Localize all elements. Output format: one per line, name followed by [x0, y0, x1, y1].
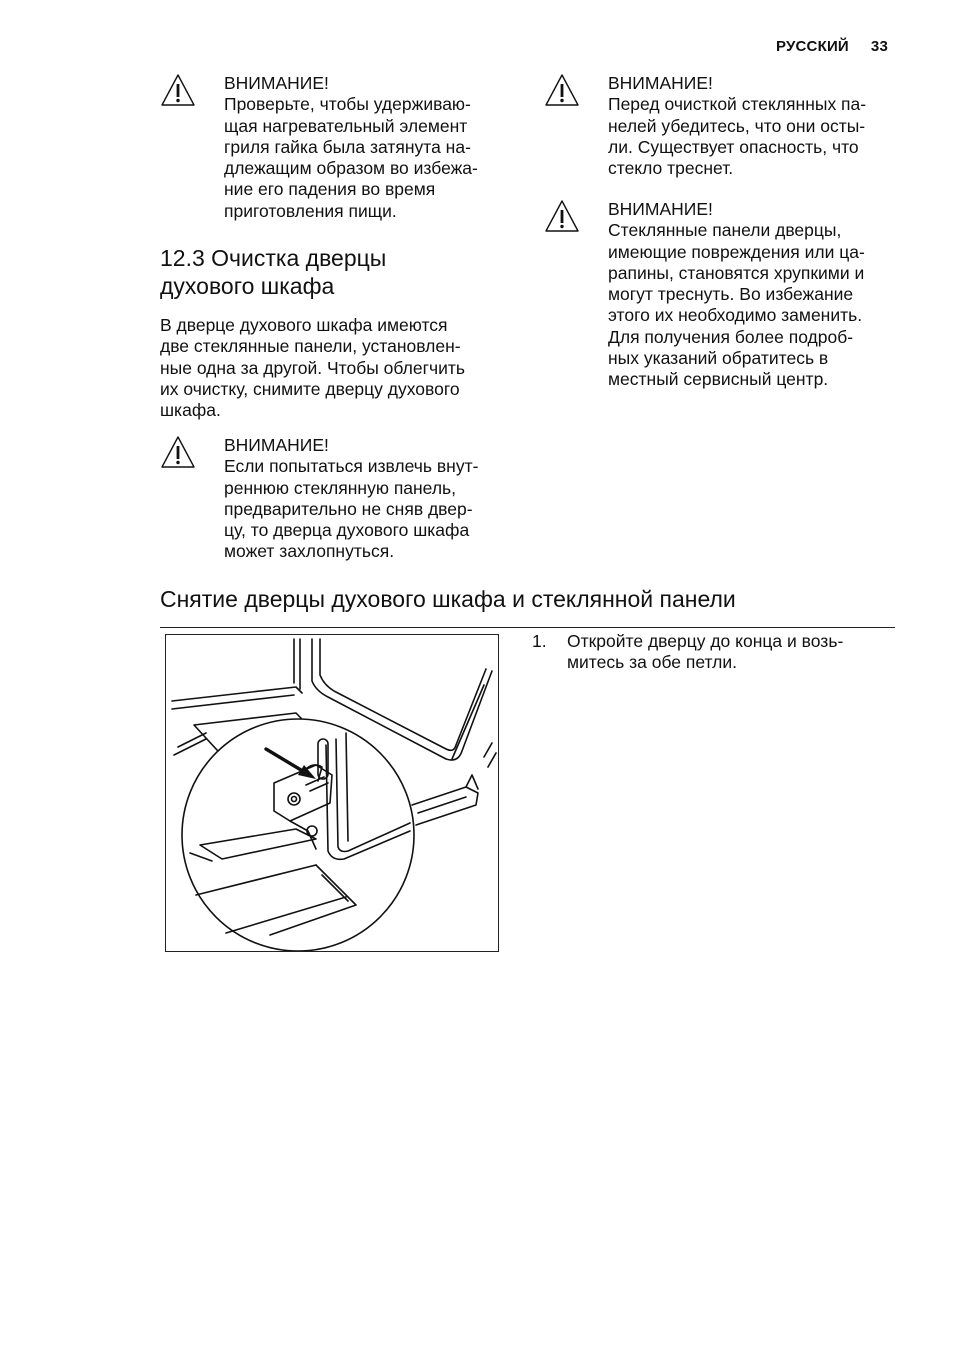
section-number: 12.3 [160, 245, 205, 271]
warning-line: длежащим образом во избежа- [224, 158, 478, 179]
step-line: митесь за обе петли. [567, 652, 737, 673]
hinge-diagram [166, 635, 499, 952]
warning-line: приготовления пищи. [224, 200, 397, 221]
warning-line: гриля гайка была затянута на- [224, 136, 471, 157]
warning-line: предварительно не сняв двер- [224, 498, 473, 519]
divider [160, 627, 895, 628]
warning-line: стекло треснет. [608, 158, 734, 179]
warning-line: ние его падения во время [224, 179, 436, 200]
warning-title: ВНИМАНИЕ! [608, 73, 713, 93]
step-line: Откройте дверцу до конца и возь- [567, 631, 844, 651]
paragraph-line: шкафа. [160, 400, 221, 421]
warning-line: этого их необходимо заменить. [608, 305, 863, 326]
warning-line: Стеклянные панели дверцы, [608, 220, 842, 241]
section-title-line1: Очистка дверцы [211, 245, 387, 271]
warning-line: ных указаний обратитесь в [608, 348, 829, 369]
paragraph-line: их очистку, снимите дверцу духового [160, 378, 460, 399]
warning-line: цу, то дверца духового шкафа [224, 520, 470, 541]
step-number: 1. [532, 631, 547, 651]
page-number: 33 [870, 38, 888, 55]
warning-text [224, 435, 478, 563]
warning-line: реннюю стеклянную панель, [224, 477, 457, 498]
warning-title: ВНИМАНИЕ! [608, 199, 713, 219]
paragraph-line: ные одна за другой. Чтобы облегчить [160, 357, 466, 378]
warning-text [608, 73, 866, 179]
warning-line: нелей убедитесь, что они осты- [608, 115, 866, 136]
page-header [776, 38, 888, 55]
paragraph-line: В дверце духового шкафа имеются [160, 315, 448, 335]
warning-text [224, 73, 478, 222]
warning-line: может захлопнуться. [224, 541, 395, 562]
paragraph-line: две стеклянные панели, установлен- [160, 336, 461, 357]
warning-line: могут треснуть. Во избежание [608, 284, 854, 305]
warning-line: щая нагревательный элемент [224, 115, 468, 136]
warning-triangle-icon [160, 435, 196, 469]
warning-title: ВНИМАНИЕ! [224, 435, 329, 455]
warning-line: Для получения более подроб- [608, 326, 854, 347]
warning-line: имеющие повреждения или ца- [608, 241, 865, 262]
warning-line: местный сервисный центр. [608, 369, 829, 390]
subsection-heading: Снятие дверцы духового шкафа и стеклянной панели [160, 586, 736, 612]
warning-line: Проверьте, чтобы удерживаю- [224, 94, 471, 115]
section-title-line2: духового шкафа [160, 273, 335, 299]
warning-title: ВНИМАНИЕ! [224, 73, 329, 93]
warning-triangle-icon [544, 199, 580, 233]
warning-line: Перед очисткой стеклянных па- [608, 94, 867, 115]
warning-line: Если попытаться извлечь внут- [224, 456, 479, 477]
warning-line: рапины, становятся хрупкими и [608, 262, 865, 283]
section-heading [160, 244, 386, 300]
header-language: РУССКИЙ [775, 38, 849, 55]
section-paragraph [160, 315, 465, 421]
warning-triangle-icon [544, 73, 580, 107]
step-text [567, 631, 843, 674]
warning-line: ли. Существует опасность, что [608, 136, 859, 157]
warning-triangle-icon [160, 73, 196, 107]
oven-door-hinge-illustration [165, 634, 499, 952]
warning-text [608, 199, 865, 391]
